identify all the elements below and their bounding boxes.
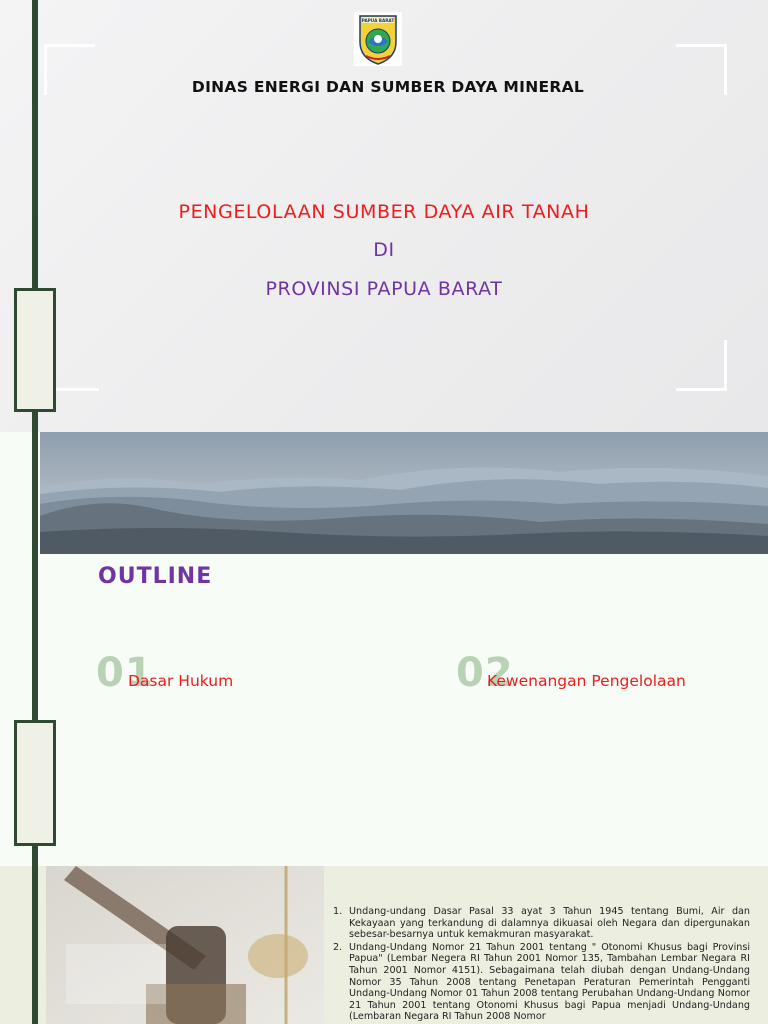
list-item-number: 1. bbox=[333, 906, 343, 917]
list-item-number: 2. bbox=[333, 941, 343, 953]
title-line-2: DI bbox=[373, 239, 395, 261]
outline-number-2: 02 bbox=[456, 650, 514, 696]
outline-item-kewenangan: Kewenangan Pengelolaan bbox=[487, 672, 686, 690]
left-spine-bar bbox=[32, 0, 38, 1024]
papua-barat-emblem-logo bbox=[354, 12, 402, 66]
spine-tab-top bbox=[14, 288, 56, 412]
gavel-and-scales-image bbox=[46, 866, 324, 1024]
outline-number-1: 01 bbox=[96, 650, 154, 696]
agency-name: DINAS ENERGI DAN SUMBER DAYA MINERAL bbox=[191, 78, 585, 96]
outline-slide bbox=[0, 432, 768, 866]
spine-tab-bottom bbox=[14, 720, 56, 846]
list-item bbox=[330, 942, 750, 1023]
legal-basis-slide bbox=[0, 866, 768, 1024]
frame-corner-bottom-right bbox=[676, 340, 727, 391]
list-item-text: Undang-undang Dasar Pasal 33 ayat 3 Tahun 1945 tentang Bumi, Air dan Kekayaan yang terkandung di dalamnya dikuasai oleh Negara dan dipergunakan sebesar-besarnya untuk kemakmuran masyarakat. bbox=[349, 906, 750, 941]
title-line-1: PENGELOLAAN SUMBER DAYA AIR TANAH bbox=[178, 201, 590, 223]
list-item bbox=[330, 906, 750, 941]
title-slide bbox=[0, 0, 768, 432]
legal-basis-list bbox=[330, 906, 750, 1024]
list-item-text: Undang-Undang Nomor 21 Tahun 2001 tentang " Otonomi Khusus bagi Provinsi Papua" (Lembar Negera RI Tahun 2001 Nomor 135, Tambahan Lembar Negara RI Tahun 2001 Nomor 4151). Sebagaimana telah diubah dengan Undang-Undang Nomor 35 Tahun 2008 tentang Penetapan Peraturan Pemerintah Pengganti Undang-Undang Nomor 01 Tahun 2008 tentang Perubahan Undang-Undang Nomor 21 Tahun 2001 tentang Otonomi Khusus bagi Papua menjadi Undang-Undang (Lembaran Negara RI Tahun 2008 Nomor bbox=[349, 941, 750, 1023]
outline-heading: OUTLINE bbox=[98, 564, 213, 589]
title-line-3: PROVINSI PAPUA BARAT bbox=[265, 278, 503, 300]
outline-item-dasar-hukum: Dasar Hukum bbox=[128, 672, 234, 690]
mountain-landscape-image bbox=[40, 432, 768, 554]
logo-lettering: PAPUA BARAT bbox=[361, 17, 395, 23]
